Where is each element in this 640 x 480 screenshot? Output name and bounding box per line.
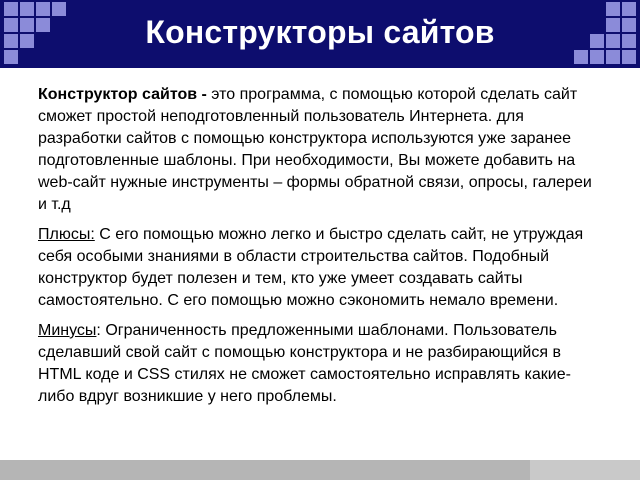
- term-cons: Минусы: [38, 322, 97, 339]
- paragraph-definition: [38, 84, 604, 216]
- decor-square: [4, 50, 18, 64]
- paragraph-pros: [38, 224, 604, 312]
- paragraph-cons: [38, 320, 604, 408]
- decor-square: [606, 50, 620, 64]
- term-pros: Плюсы:: [38, 226, 95, 243]
- decor-square: [622, 50, 636, 64]
- slide-body: [38, 84, 604, 416]
- slide-header: [0, 0, 640, 68]
- decor-square: [574, 50, 588, 64]
- slide-footer-accent: [530, 460, 640, 480]
- definition-text: это программа, с помощью которой сделать сайт сможет простой неподготовленный пользователь Интернета. для разработки сайтов с помощью конструктора используются уже заранее подготовленные шаблоны. При необходимости, Вы можете добавить на web-сайт нужные инструменты – формы обратной связи, опросы, галереи и т.д: [38, 86, 592, 213]
- term-constructor: Конструктор сайтов -: [38, 86, 207, 103]
- slide-title: Конструкторы сайтов: [145, 14, 495, 50]
- decor-square: [590, 50, 604, 64]
- pros-text: С его помощью можно легко и быстро сделать сайт, не утруждая себя особыми знаниями в области строительства сайтов. Подобный конструктор будет полезен и тем, кто уже умеет создавать сайты самостоятельно. С его помощью можно сэкономить немало времени.: [38, 226, 584, 309]
- cons-text: : Ограниченность предложенными шаблонами. Пользователь сделавший свой сайт с помощью конструктора и не разбирающийся в HTML коде и CSS стилях не сможет самостоятельно исправлять какие-либо вдруг возникшие у него проблемы.: [38, 322, 571, 405]
